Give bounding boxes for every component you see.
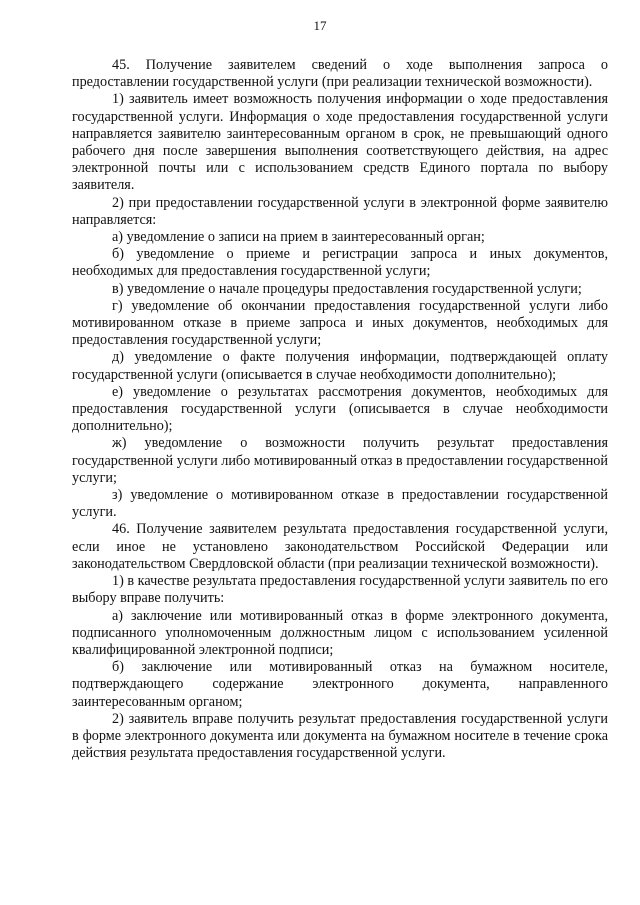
- paragraph-45-2-g: г) уведомление об окончании предоставления государственной услуги либо мотивированном отказе в приеме запроса и иных документов, необходимых для предоставления государственной услуги;: [72, 297, 608, 349]
- paragraph-45-2-a: а) уведомление о записи на прием в заинтересованный орган;: [112, 229, 485, 246]
- paragraph-45-1: 1) заявитель имеет возможность получения информации о ходе предоставления государственной услуги. Информация о ходе предоставления государственной услуги направляется заявителю заинтересованным органом в срок, не превышающий одного рабочего дня после завершения выполнения соответствующего действия, на адрес электронной почты или с использованием средств Единого портала по выбору заявителя.: [72, 91, 608, 194]
- paragraph-45-2-d: д) уведомление о факте получения информации, подтверждающей оплату государственной услуги (описывается в случае необходимости дополнительно);: [72, 349, 608, 383]
- document-body: [72, 57, 608, 762]
- paragraph-45-2-v: в) уведомление о начале процедуры предоставления государственной услуги;: [112, 280, 582, 297]
- paragraph-46-1: 1) в качестве результата предоставления государственной услуги заявитель по его выбору вправе получить:: [72, 573, 608, 607]
- paragraph-45-2-z: з) уведомление о мотивированном отказе в предоставлении государственной услуги.: [72, 487, 608, 521]
- paragraph-45-2: 2) при предоставлении государственной услуги в электронной форме заявителю направляется:: [72, 194, 608, 228]
- paragraph-46-1-b: б) заключение или мотивированный отказ на бумажном носителе, подтверждающего содержание электронного документа, направленного заинтересованным органом;: [72, 659, 608, 710]
- paragraph-45-2-b: б) уведомление о приеме и регистрации запроса и иных документов, необходимых для предоставления государственной услуги;: [72, 246, 608, 280]
- paragraph-45-2-zh: ж) уведомление о возможности получить результат предоставления государственной услуги либо мотивированный отказ в предоставлении государственной услуги;: [72, 435, 608, 486]
- paragraph-45-2-e: е) уведомление о результатах рассмотрения документов, необходимых для предоставления государственной услуги (описывается в случае необходимости дополнительно);: [72, 383, 608, 435]
- page-number: 17: [313, 18, 327, 33]
- paragraph-46-title: 46. Получение заявителем результата предоставления государственной услуги, если иное не установлено законодательством Российской Федерации или законодательством Свердловской области (при реализации технической возможности).: [72, 521, 608, 572]
- paragraph-46-2: 2) заявитель вправе получить результат предоставления государственной услуги в форме электронного документа или документа на бумажном носителе в течение срока действия результата предоставления государственной услуги.: [72, 710, 608, 762]
- paragraph-46-1-a: а) заключение или мотивированный отказ в форме электронного документа, подписанного уполномоченным должностным лицом с использованием усиленной квалифицированной электронной подписи;: [72, 607, 608, 658]
- paragraph-45-title: 45. Получение заявителем сведений о ходе выполнения запроса о предоставлении государственной услуги (при реализации технической возможности).: [72, 57, 608, 91]
